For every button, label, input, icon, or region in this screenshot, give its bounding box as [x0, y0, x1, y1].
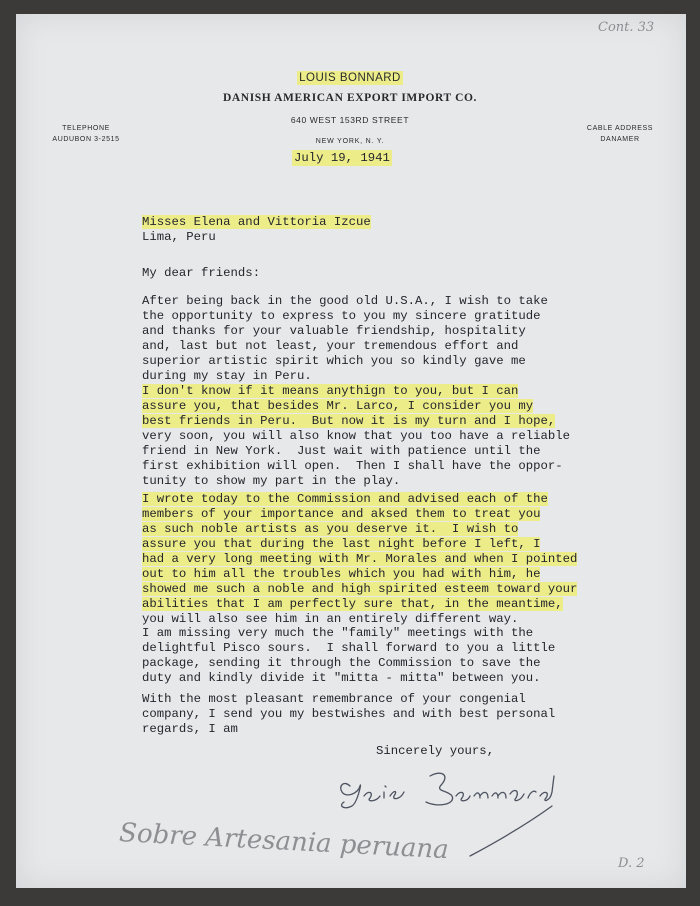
text-line: I don't know if it means anythign to you, but I can — [142, 384, 519, 398]
telephone-label: TELEPHONE — [62, 125, 110, 132]
salutation: My dear friends: — [142, 266, 261, 280]
text-line: delightful Pisco sours. I shall forward to you a little — [142, 641, 556, 655]
text-line: as such noble artists as you deserve it. I wish to — [142, 522, 519, 536]
text-line: showed me such a noble and high spirited esteem toward your — [142, 582, 578, 596]
page-number-note: D. 2 — [618, 856, 645, 871]
text-line: during my stay in Peru. — [142, 369, 312, 383]
paragraph-5 — [142, 692, 632, 737]
text-line: the opportunity to express to you my sincere gratitude — [142, 309, 541, 323]
text-line: superior artistic spirit which you so kindly gave me — [142, 354, 526, 368]
text-line: friend in New York. Just wait with patience until the — [142, 444, 541, 458]
paragraph-2 — [142, 384, 632, 489]
text-line: out to him all the troubles which you had with him, he — [142, 567, 541, 581]
paragraph-3 — [142, 492, 632, 627]
text-line: tunity to show my part in the play. — [142, 474, 401, 488]
recipient-location: Lima, Peru — [142, 230, 216, 244]
pencil-annotation: Sobre Artesania peruana — [118, 818, 450, 866]
text-line: and thanks for your valuable friendship, hospitality — [142, 324, 526, 338]
letter-date: July 19, 1941 — [294, 151, 390, 165]
text-line: duty and kindly divide it "mitta - mitta" between you. — [142, 671, 541, 685]
text-line: best friends in Peru. But now it is my turn and I hope, — [142, 414, 556, 428]
text-line: members of your importance and aksed them to treat you — [142, 507, 541, 521]
text-line: package, sending it through the Commission to save the — [142, 656, 541, 670]
text-line: abilities that I am perfectly sure that, in the meantime, — [142, 597, 563, 611]
text-line: you will also see him in an entirely different way. — [142, 612, 519, 626]
letterhead-company: DANISH AMERICAN EXPORT IMPORT CO. — [222, 92, 478, 104]
recipient-name: Misses Elena and Vittoria Izcue — [142, 215, 371, 229]
text-line: I wrote today to the Commission and advised each of the — [142, 492, 548, 506]
text-line: I am missing very much the "family" meetings with the — [142, 626, 534, 640]
text-line: With the most pleasant remembrance of your congenial — [142, 692, 526, 706]
letterhead-city: NEW YORK, N. Y. — [315, 138, 385, 145]
archive-note: Cont. 33 — [598, 20, 655, 35]
text-line: regards, I am — [142, 722, 238, 736]
text-line: had a very long meeting with Mr. Morales and when I pointed — [142, 552, 578, 566]
text-line: and, last but not least, your tremendous effort and — [142, 339, 519, 353]
paragraph-1 — [142, 294, 632, 384]
letterhead-name: LOUIS BONNARD — [299, 72, 401, 84]
cable-value: DANAMER — [600, 136, 640, 143]
text-line: assure you that during the last night before I left, I — [142, 537, 541, 551]
cable-label: CABLE ADDRESS — [586, 125, 654, 132]
text-line: company, I send you my bestwishes and with best personal — [142, 707, 556, 721]
telephone-value: AUDUBON 3-2515 — [52, 136, 120, 143]
text-line: assure you, that besides Mr. Larco, I consider you my — [142, 399, 534, 413]
text-line: first exhibition will open. Then I shall have the oppor- — [142, 459, 563, 473]
text-line: very soon, you will also know that you too have a reliable — [142, 429, 571, 443]
closing: Sincerely yours, — [376, 744, 495, 758]
paragraph-4 — [142, 626, 632, 686]
text-line: After being back in the good old U.S.A., I wish to take — [142, 294, 548, 308]
letterhead-street: 640 WEST 153RD STREET — [290, 115, 410, 125]
